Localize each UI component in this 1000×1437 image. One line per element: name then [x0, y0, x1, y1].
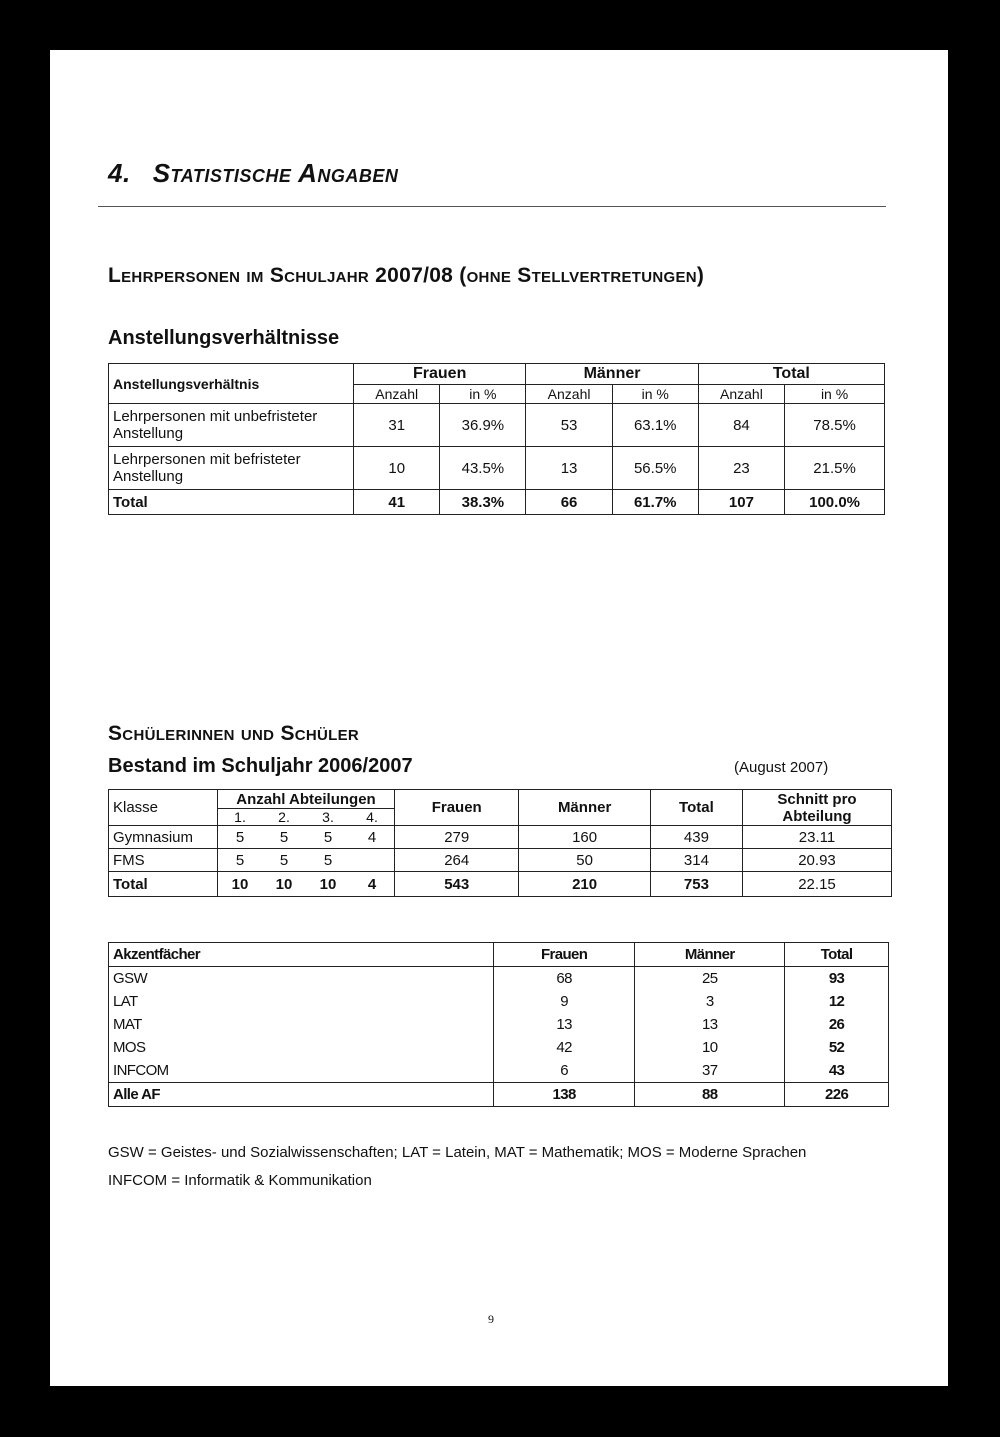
header-klasse: Klasse	[109, 790, 218, 826]
header-maenner: Männer	[635, 943, 785, 967]
header-akzentfaecher: Akzentfächer	[109, 943, 494, 967]
table-cell: 4	[350, 872, 395, 897]
table-cell: 5	[306, 849, 350, 872]
akzentfaecher-table	[108, 942, 889, 1107]
table-row	[109, 447, 885, 490]
table-cell: 78.5%	[785, 404, 885, 447]
table-cell: 53	[526, 404, 612, 447]
row-label: INFCOM	[109, 1059, 494, 1083]
subheader-cell: Anzahl	[354, 385, 440, 404]
table-cell: 66	[526, 490, 612, 515]
header-anzahl-abteilungen: Anzahl Abteilungen	[218, 790, 395, 809]
row-label: Lehrpersonen mit befristeter Anstellung	[109, 447, 354, 490]
anstellung-table	[108, 363, 885, 515]
header-group-maenner: Männer	[526, 364, 698, 385]
table-cell: 37	[635, 1059, 785, 1083]
table-row	[109, 990, 889, 1013]
row-label: GSW	[109, 967, 494, 991]
table-cell: 10	[218, 872, 263, 897]
row-label: Lehrpersonen mit unbefristeter Anstellung	[109, 404, 354, 447]
table-cell: 314	[650, 849, 742, 872]
table-cell: 84	[698, 404, 784, 447]
table-cell: 41	[354, 490, 440, 515]
total-label: Alle AF	[109, 1083, 494, 1107]
table-row	[109, 1059, 889, 1083]
table-cell: 23.11	[743, 826, 892, 849]
table-cell: 264	[395, 849, 519, 872]
year-header: 3.	[306, 809, 350, 826]
row-label: MOS	[109, 1036, 494, 1059]
total-label: Total	[109, 490, 354, 515]
table-cell: 10	[306, 872, 350, 897]
row-label: FMS	[109, 849, 218, 872]
table-cell: 5	[262, 826, 306, 849]
chapter-number: 4.	[108, 158, 131, 188]
table-cell: 38.3%	[440, 490, 526, 515]
section-heading-schueler: Schülerinnen und Schüler	[108, 722, 360, 745]
table-cell: 13	[526, 447, 612, 490]
table-total-row	[109, 1083, 889, 1107]
section-heading-lehrpersonen: Lehrpersonen im Schuljahr 2007/08 (ohne Stellvertretungen)	[108, 264, 705, 287]
table-cell: 13	[494, 1013, 635, 1036]
table-cell: 3	[635, 990, 785, 1013]
table-cell: 210	[519, 872, 650, 897]
table-cell: 753	[650, 872, 742, 897]
header-frauen: Frauen	[395, 790, 519, 826]
table-cell: 9	[494, 990, 635, 1013]
bestand-table	[108, 789, 892, 897]
subheading-bestand: Bestand im Schuljahr 2006/2007	[108, 755, 413, 777]
table-cell: 68	[494, 967, 635, 991]
legend-note-2: INFCOM = Informatik & Kommunikation	[108, 1172, 372, 1189]
header-group-total: Total	[698, 364, 884, 385]
table-cell: 93	[785, 967, 889, 991]
table-cell: 23	[698, 447, 784, 490]
table-cell	[350, 849, 395, 872]
table-cell: 543	[395, 872, 519, 897]
table-cell: 5	[306, 826, 350, 849]
header-total: Total	[785, 943, 889, 967]
table-cell: 100.0%	[785, 490, 885, 515]
header-maenner: Männer	[519, 790, 650, 826]
table-cell: 13	[635, 1013, 785, 1036]
subheader-cell: in %	[440, 385, 526, 404]
table-cell: 88	[635, 1083, 785, 1107]
row-label: MAT	[109, 1013, 494, 1036]
table-cell: 12	[785, 990, 889, 1013]
row-label: Gymnasium	[109, 826, 218, 849]
subheading-anstellungsverhaeltnisse: Anstellungsverhältnisse	[108, 327, 340, 349]
table-cell: 279	[395, 826, 519, 849]
year-header: 4.	[350, 809, 395, 826]
chapter-name: Statistische Angaben	[152, 158, 399, 188]
table-cell: 226	[785, 1083, 889, 1107]
year-header: 2.	[262, 809, 306, 826]
table-row	[109, 849, 892, 872]
header-anstellungsverhaeltnis: Anstellungsverhältnis	[109, 364, 354, 404]
header-total: Total	[650, 790, 742, 826]
table-cell: 61.7%	[612, 490, 698, 515]
table-cell: 5	[262, 849, 306, 872]
table-cell: 5	[218, 849, 263, 872]
table-cell: 26	[785, 1013, 889, 1036]
year-header: 1.	[218, 809, 263, 826]
header-schnitt: Schnitt pro Abteilung	[743, 790, 892, 826]
table-cell: 25	[635, 967, 785, 991]
table-cell: 5	[218, 826, 263, 849]
table-cell: 21.5%	[785, 447, 885, 490]
page-number: 9	[488, 1312, 494, 1326]
table-cell: 31	[354, 404, 440, 447]
table-row	[109, 1013, 889, 1036]
row-label: LAT	[109, 990, 494, 1013]
table-cell: 10	[262, 872, 306, 897]
table-cell: 160	[519, 826, 650, 849]
table-cell: 10	[354, 447, 440, 490]
table-cell: 22.15	[743, 872, 892, 897]
table-total-row	[109, 490, 885, 515]
table-row	[109, 967, 889, 991]
table-row	[109, 826, 892, 849]
subheader-cell: Anzahl	[526, 385, 612, 404]
table-cell: 50	[519, 849, 650, 872]
table-row	[109, 1036, 889, 1059]
table-cell: 439	[650, 826, 742, 849]
table-total-row	[109, 872, 892, 897]
document-page	[50, 50, 948, 1386]
table-cell: 138	[494, 1083, 635, 1107]
table-cell: 63.1%	[612, 404, 698, 447]
table-row	[109, 404, 885, 447]
table-cell: 36.9%	[440, 404, 526, 447]
header-frauen: Frauen	[494, 943, 635, 967]
table-cell: 42	[494, 1036, 635, 1059]
table-cell: 10	[635, 1036, 785, 1059]
legend-note-1: GSW = Geistes- und Sozialwissenschaften; LAT = Latein, MAT = Mathematik; MOS = Moderne Sprachen	[108, 1144, 807, 1161]
table-cell: 56.5%	[612, 447, 698, 490]
subheader-cell: in %	[785, 385, 885, 404]
table-cell: 20.93	[743, 849, 892, 872]
table-cell: 43	[785, 1059, 889, 1083]
table-cell: 4	[350, 826, 395, 849]
chapter-title	[108, 158, 398, 189]
date-note: (August 2007)	[734, 759, 829, 776]
table-cell: 52	[785, 1036, 889, 1059]
header-group-frauen: Frauen	[354, 364, 526, 385]
subheader-cell: in %	[612, 385, 698, 404]
subheader-cell: Anzahl	[698, 385, 784, 404]
table-cell: 6	[494, 1059, 635, 1083]
chapter-divider	[98, 206, 886, 207]
total-label: Total	[109, 872, 218, 897]
table-cell: 107	[698, 490, 784, 515]
table-cell: 43.5%	[440, 447, 526, 490]
